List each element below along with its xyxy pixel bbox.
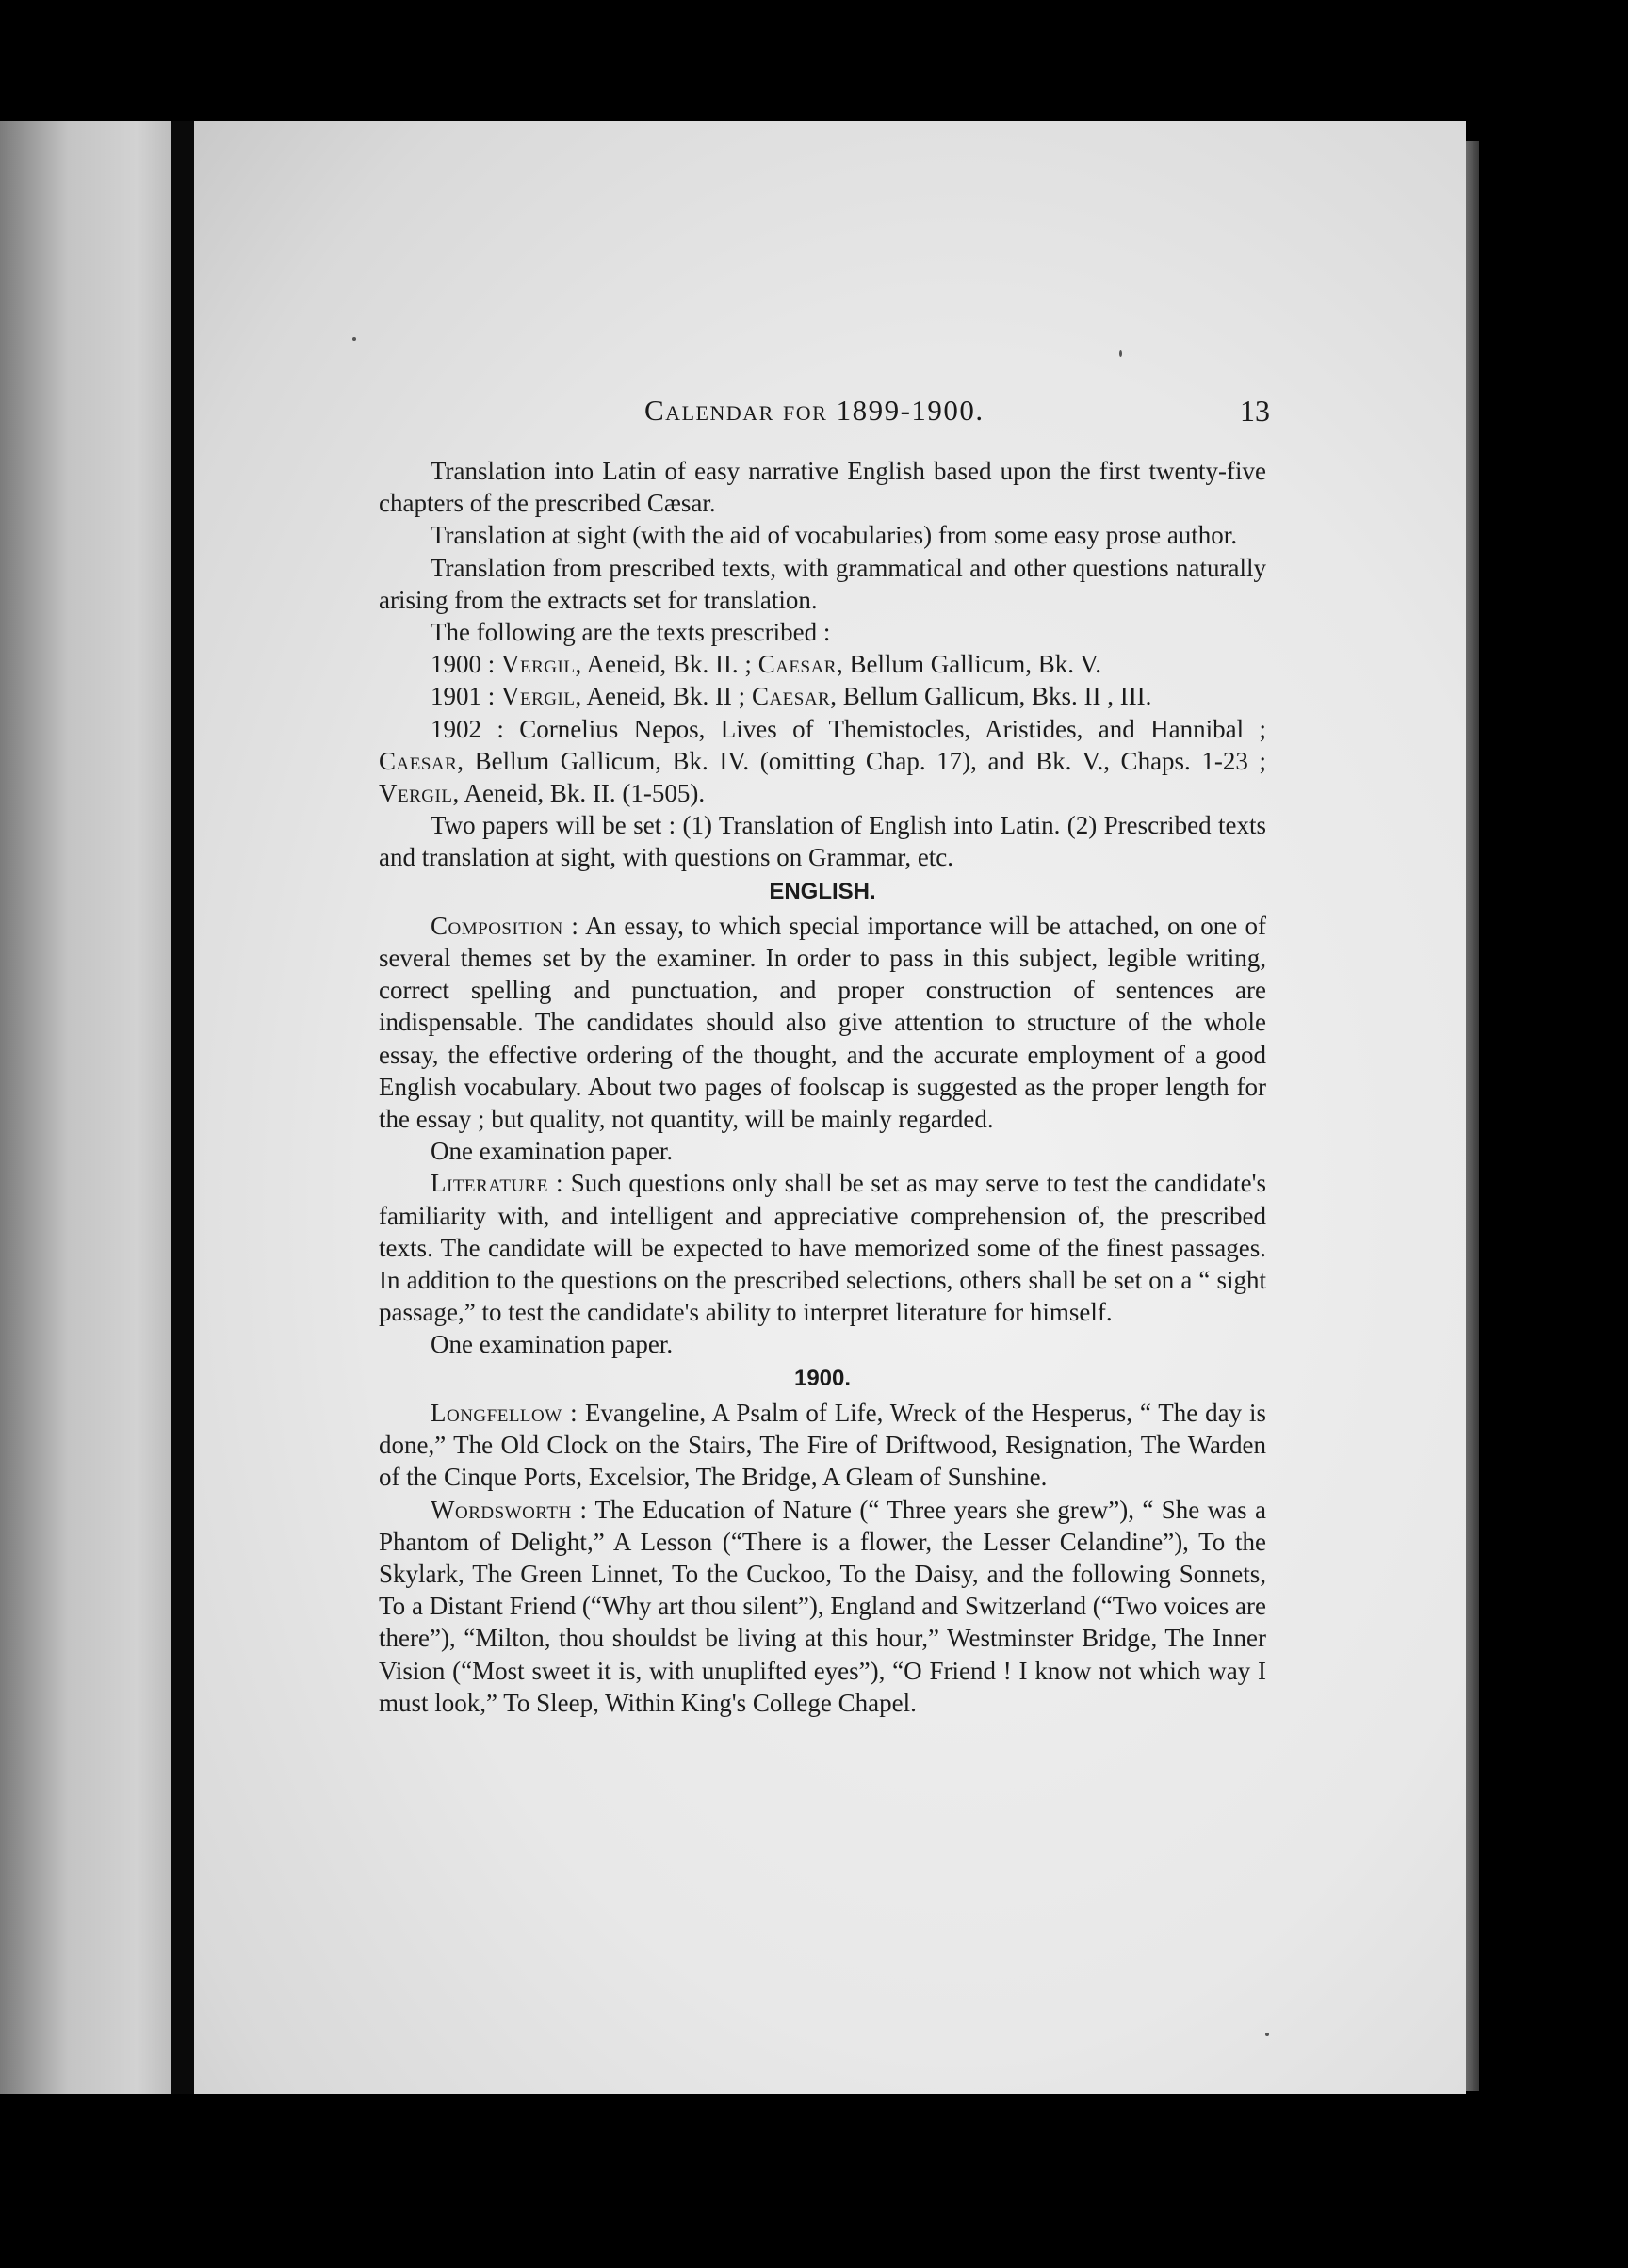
longfellow-paragraph — [379, 1397, 1266, 1494]
right-page-edge — [1466, 141, 1479, 2091]
work-text: , Aeneid, Bk. II. (1-505). — [452, 779, 706, 808]
paragraph-text: Such questions only shall be set as may serve to test the candidate's familiarity with, and intelligent and appreciative comprehension of, the prescribed texts. The candidate will be expected to have memorized some of the finest passages. In addition to the questions on the prescribed selections, others shall be set on a “ sight passage,” to test the candidate's ability to interpret literature for himself. — [379, 1169, 1266, 1327]
work-text: , Aeneid, Bk. II ; — [575, 682, 752, 711]
year-label: 1900 : — [431, 650, 496, 679]
work-text: , Bellum Gallicum, Bks. II , III. — [830, 682, 1152, 711]
year-label: 1901 : — [431, 682, 496, 711]
author-name: Caesar — [757, 650, 837, 679]
composition-paragraph — [379, 910, 1266, 1135]
paragraph-text: Evangeline, A Psalm of Life, Wreck of the Hesperus, “ The day is done,” The Old Clock on the Stairs, The Fire of Driftwood, Resignation, The Warden of the Cinque Ports, Excelsior, The Bridge, A Gleam of Sunshine. — [379, 1398, 1266, 1492]
scan-speck — [1265, 2033, 1269, 2036]
running-head: Calendar for 1899-1900. — [644, 394, 985, 427]
author-name: Caesar — [751, 682, 831, 711]
prescribed-texts-1901 — [379, 680, 1266, 712]
left-page-edge — [0, 121, 171, 2094]
paragraph: Translation at sight (with the aid of vocabularies) from some easy prose author. — [431, 521, 1238, 550]
page-number: 13 — [1240, 394, 1270, 428]
work-text: , Bellum Gallicum, Bk. IV. (omitting Chap. 17), and Bk. V., Chaps. 1-23 ; — [457, 746, 1266, 775]
author-name: Caesar — [379, 746, 458, 775]
paragraph: The following are the texts prescribed : — [431, 618, 831, 647]
section-heading: ENGLISH. — [769, 878, 876, 904]
paragraph-text: An essay, to which special importance will be attached, on one of several themes set by the examiner. In order to pass in this subject, legible writing, correct spelling and punctuation, and proper construction of sentences are indispensable. The candidates should also give attention to structure of the whole essay, the effective ordering of the thought, and the accurate employment of a good English vocabulary. About two pages of foolscap is suggested as the proper length for the essay ; but quality, not quantity, will be mainly regarded. — [379, 911, 1266, 1134]
paragraph: Translation from prescribed texts, with grammatical and other questions naturally arising from the extracts set for translation. — [379, 553, 1266, 614]
page — [194, 121, 1466, 2094]
work-text: , Bellum Gallicum, Bk. V. — [836, 650, 1101, 679]
author-name: Vergil — [379, 779, 453, 808]
author-name: Vergil — [501, 650, 576, 679]
paragraph: One examination paper. — [431, 1137, 674, 1166]
subsection-label: Composition : — [431, 911, 579, 940]
author-name: Vergil — [501, 682, 576, 711]
book-gutter — [171, 121, 194, 2094]
subsection-label: Literature : — [431, 1169, 564, 1198]
year-label: 1902 : — [431, 714, 504, 743]
wordsworth-paragraph — [379, 1494, 1266, 1719]
body-text — [379, 455, 1266, 1719]
year-heading: 1900. — [793, 1365, 852, 1391]
work-text: Cornelius Nepos, Lives of Themistocles, Aristides, and Hannibal ; — [503, 714, 1266, 743]
author-label: Wordsworth : — [431, 1495, 588, 1524]
scan-speck — [352, 337, 356, 341]
prescribed-texts-1900 — [379, 648, 1266, 680]
prescribed-texts-1902 — [379, 713, 1266, 810]
paragraph: One examination paper. — [431, 1330, 674, 1359]
literature-paragraph — [379, 1167, 1266, 1328]
author-label: Longfellow : — [431, 1398, 578, 1427]
scan-speck — [1119, 350, 1122, 357]
page-header — [194, 394, 1466, 441]
paragraph: Two papers will be set : (1) Translation of English into Latin. (2) Prescribed texts and translation at sight, with questions on Grammar, etc. — [379, 811, 1266, 872]
paragraph: Translation into Latin of easy narrative English based upon the first twenty-five chapters of the prescribed Cæsar. — [379, 457, 1266, 518]
paragraph-text: The Education of Nature (“ Three years she grew”), “ She was a Phantom of Delight,” A Lesson (“There is a flower, the Lesser Celandine”), To the Skylark, The Green Linnet, To the Cuckoo, To the Daisy, and the following Sonnets, To a Distant Friend (“Why art thou silent”), England and Switzerland (“Two voices are there”), “Milton, thou shouldst be living at this hour,” Westminster Bridge, The Inner Vision (“Most sweet it is, with unuplifted eyes”), “O Friend ! I know not which way I must look,” To Sleep, Within King's College Chapel. — [379, 1495, 1266, 1717]
work-text: , Aeneid, Bk. II. ; — [575, 650, 758, 679]
